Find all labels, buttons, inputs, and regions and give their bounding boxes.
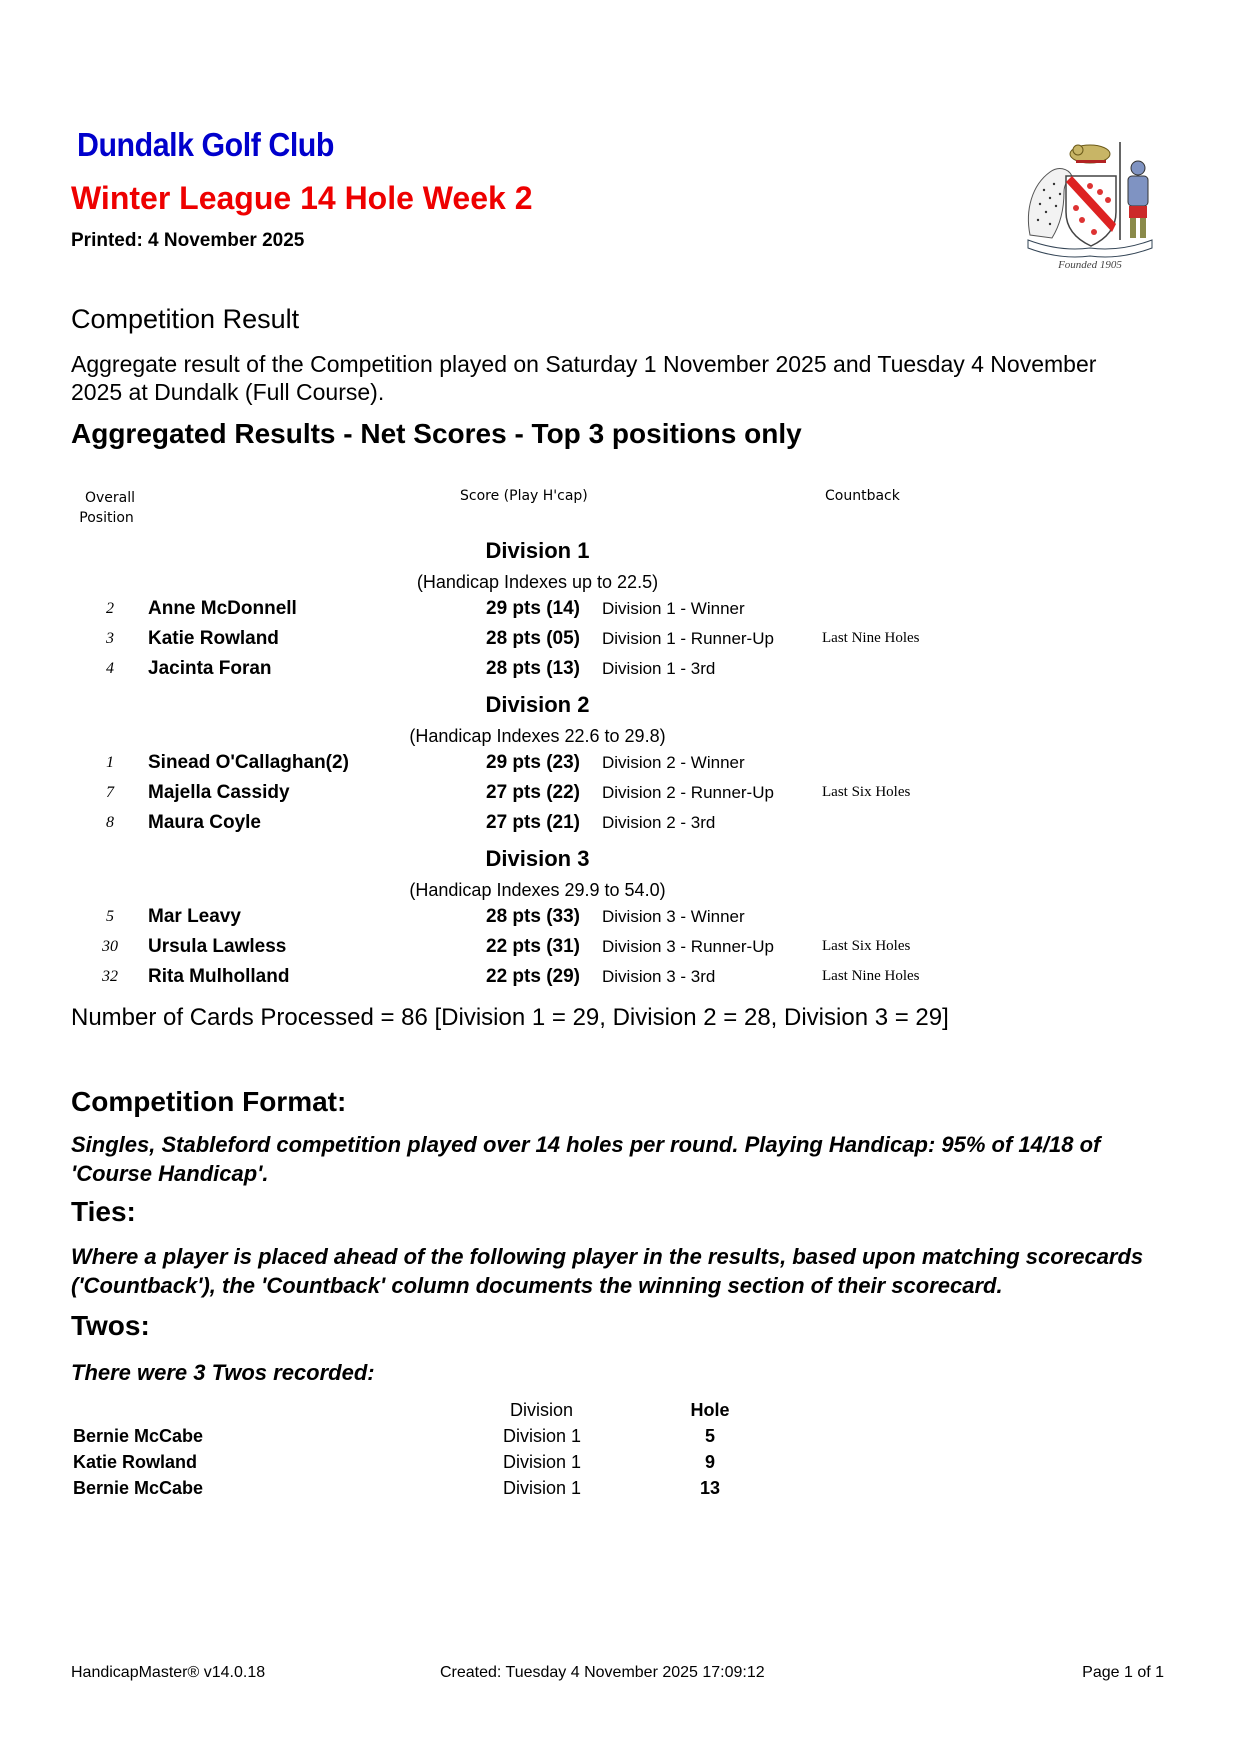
overall-position: 30: [102, 938, 118, 955]
twos-intro: There were 3 Twos recorded:: [71, 1360, 375, 1385]
column-header-position-line2: Position: [79, 510, 134, 526]
twos-row: [0, 1452, 1241, 1478]
twos-hole: 5: [704, 1426, 715, 1446]
overall-position: 5: [106, 908, 114, 925]
twos-row: [0, 1478, 1241, 1504]
overall-position: 4: [106, 660, 114, 677]
player-name: Majella Cassidy: [148, 782, 290, 803]
twos-division: Division 1: [503, 1478, 582, 1498]
ties-text: Where a player is placed ahead of the following player in the results, based upon matching scorecards ('Countback'), the 'Countback' column documents the winning section of their scorecard.: [71, 1244, 1144, 1298]
countback: Last Six Holes: [822, 784, 911, 800]
countback: Last Nine Holes: [822, 630, 920, 646]
player-score: 29 pts (23): [486, 752, 580, 773]
column-header-position: [78, 488, 135, 528]
competition-description: Aggregate result of the Competition played on Saturday 1 November 2025 and Tuesday 4 November 2025 at Dundalk (Full Course).: [71, 351, 1097, 405]
division-range: (Handicap Indexes 29.9 to 54.0): [409, 880, 666, 900]
overall-position: 8: [106, 814, 114, 831]
result-row: [0, 598, 1241, 626]
twos-row: [0, 1426, 1241, 1452]
overall-position: 2: [106, 600, 114, 617]
twos-division: Division 1: [503, 1426, 582, 1446]
player-name: Sinead O'Callaghan(2): [148, 752, 349, 773]
result-row: [0, 782, 1241, 810]
player-score: 29 pts (14): [486, 598, 580, 619]
award: Division 3 - Runner-Up: [602, 937, 774, 956]
overall-position: 1: [106, 754, 114, 771]
player-score: 22 pts (29): [486, 966, 580, 987]
cards-processed: Number of Cards Processed = 86 [Division 1 = 29, Division 2 = 28, Division 3 = 29]: [71, 1004, 949, 1031]
award: Division 1 - Winner: [602, 599, 745, 618]
twos-hole: 9: [704, 1452, 715, 1472]
award: Division 3 - Winner: [602, 907, 745, 926]
footer-software: HandicapMaster® v14.0.18: [71, 1664, 266, 1681]
award: Division 2 - Winner: [602, 753, 745, 772]
twos-column-division: Division: [510, 1400, 574, 1420]
player-score: 27 pts (22): [486, 782, 580, 803]
player-name: Ursula Lawless: [148, 936, 287, 957]
result-row: [0, 658, 1241, 686]
player-score: 27 pts (21): [486, 812, 580, 833]
printed-date: Printed: 4 November 2025: [71, 230, 305, 251]
twos-column-hole: Hole: [690, 1400, 730, 1420]
club-crest-icon: [1020, 140, 1160, 272]
supporter-knight-icon: [1120, 142, 1148, 240]
countback: Last Nine Holes: [822, 968, 920, 984]
overall-position: 7: [106, 784, 114, 801]
ties-heading: Ties:: [71, 1196, 136, 1227]
footer-page: Page 1 of 1: [1082, 1664, 1164, 1681]
award: Division 1 - 3rd: [602, 659, 716, 678]
column-header-position-line1: Overall: [85, 490, 136, 506]
twos-hole: 13: [699, 1478, 721, 1498]
division-title: Division 1: [485, 538, 590, 563]
result-row: [0, 936, 1241, 964]
section-title: Competition Result: [71, 304, 300, 334]
result-row: [0, 966, 1241, 994]
column-header-score: Score (Play H'cap): [460, 488, 588, 504]
twos-player: Bernie McCabe: [73, 1478, 204, 1498]
twos-player: Katie Rowland: [73, 1452, 198, 1472]
player-score: 28 pts (05): [486, 628, 580, 649]
shield-icon: [1066, 176, 1116, 246]
footer-created: Created: Tuesday 4 November 2025 17:09:12: [440, 1664, 765, 1681]
result-row: [0, 628, 1241, 656]
result-row: [0, 752, 1241, 780]
division-range: (Handicap Indexes up to 22.5): [416, 572, 659, 592]
division-range: (Handicap Indexes 22.6 to 29.8): [409, 726, 666, 746]
player-score: 28 pts (13): [486, 658, 580, 679]
player-score: 28 pts (33): [486, 906, 580, 927]
player-score: 22 pts (31): [486, 936, 580, 957]
column-header-countback: Countback: [825, 488, 900, 504]
twos-heading: Twos:: [71, 1310, 150, 1341]
award: Division 2 - Runner-Up: [602, 783, 774, 802]
award: Division 2 - 3rd: [602, 813, 716, 832]
division-title: Division 2: [485, 692, 590, 717]
division-title: Division 3: [485, 846, 590, 871]
player-name: Katie Rowland: [148, 628, 279, 649]
player-name: Mar Leavy: [148, 906, 241, 927]
player-name: Rita Mulholland: [148, 966, 290, 987]
countback: Last Six Holes: [822, 938, 911, 954]
results-heading: Aggregated Results - Net Scores - Top 3 positions only: [71, 418, 802, 449]
result-row: [0, 906, 1241, 934]
result-row: [0, 812, 1241, 840]
format-text: Singles, Stableford competition played over 14 holes per round. Playing Handicap: 95% of 14/18 of 'Course Handicap'.: [71, 1132, 1101, 1186]
award: Division 1 - Runner-Up: [602, 629, 774, 648]
crest-caption: Founded 1905: [1058, 259, 1122, 271]
event-title: Winter League 14 Hole Week 2: [71, 180, 533, 216]
twos-division: Division 1: [503, 1452, 582, 1472]
overall-position: 32: [102, 968, 118, 985]
lion-icon: [1070, 145, 1110, 163]
player-name: Jacinta Foran: [148, 658, 272, 679]
player-name: Maura Coyle: [148, 812, 261, 833]
twos-player: Bernie McCabe: [73, 1426, 204, 1446]
overall-position: 3: [106, 630, 114, 647]
club-name: Dundalk Golf Club: [77, 126, 334, 163]
award: Division 3 - 3rd: [602, 967, 716, 986]
player-name: Anne McDonnell: [148, 598, 297, 619]
format-heading: Competition Format:: [71, 1086, 347, 1117]
